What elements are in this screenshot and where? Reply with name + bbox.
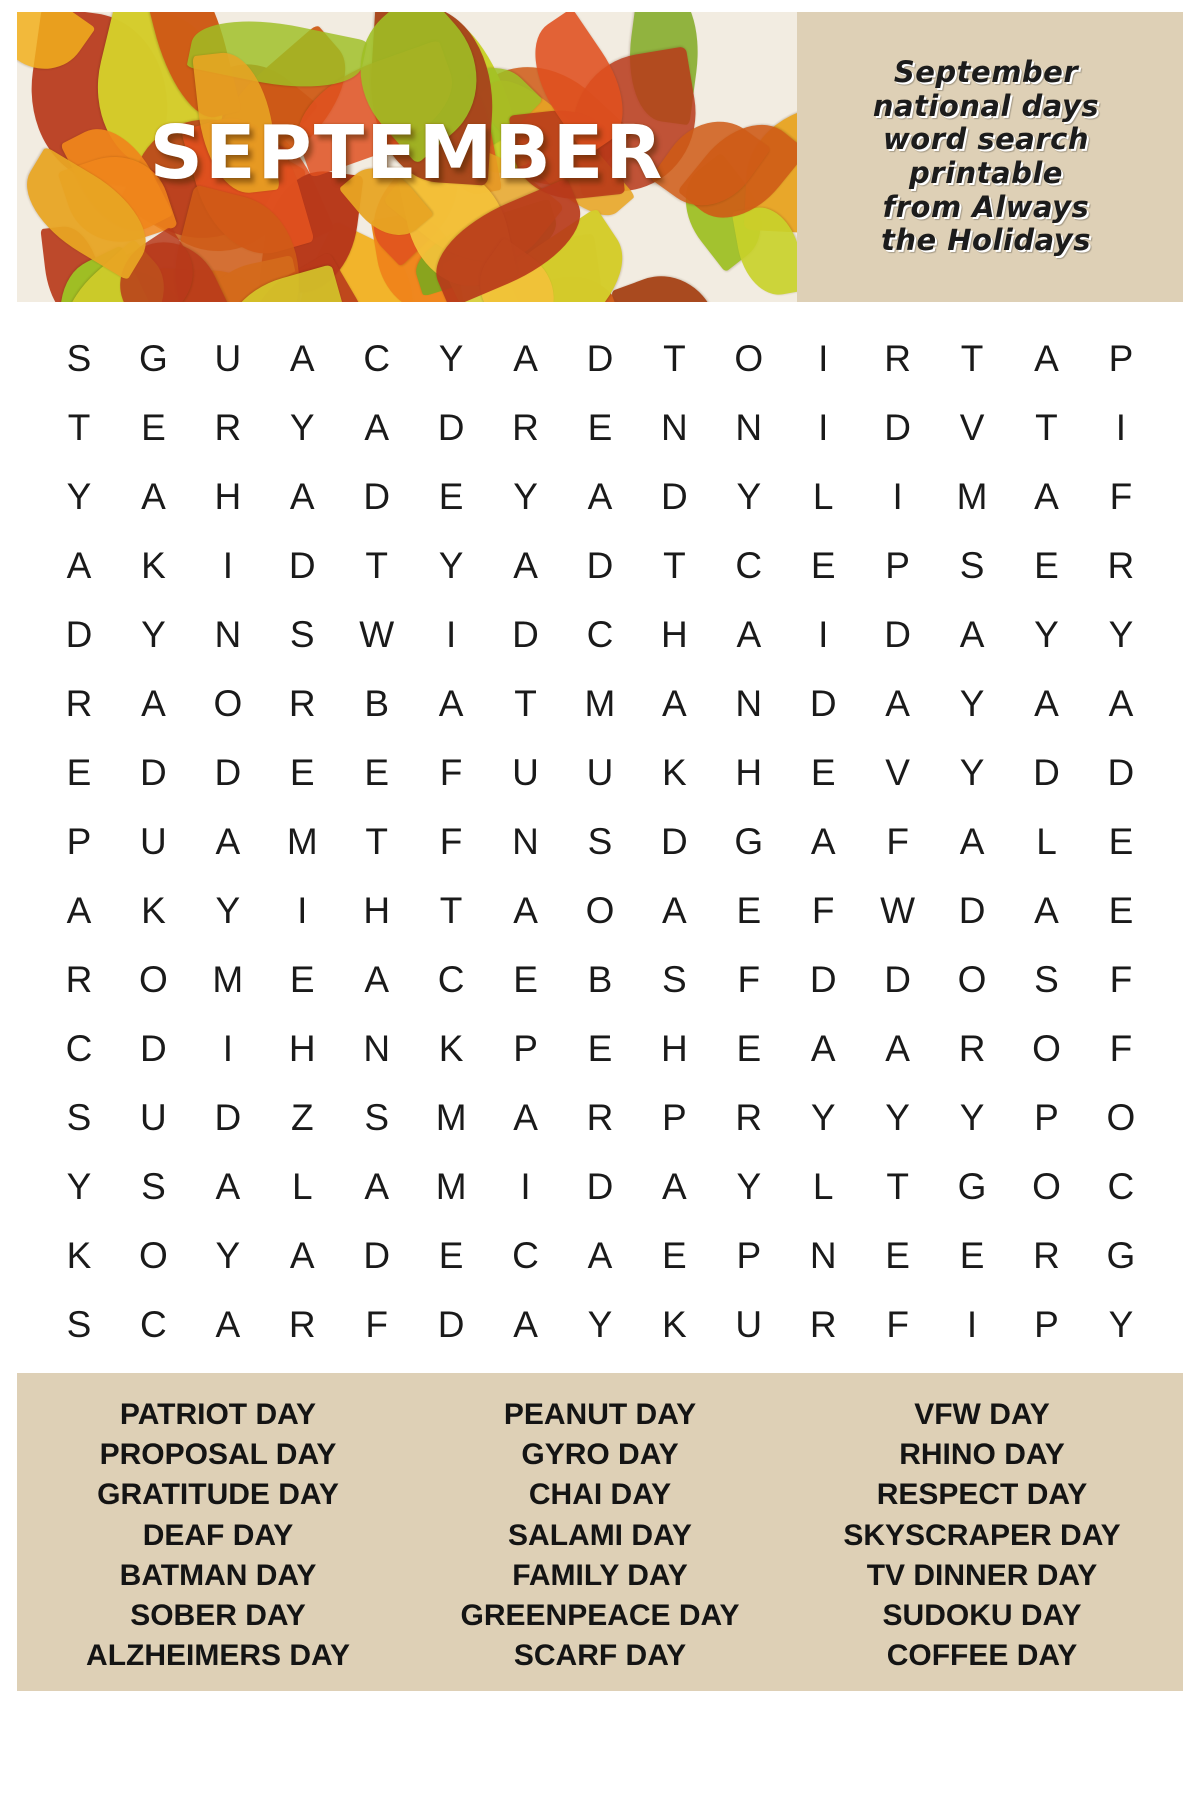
letter-cell[interactable]: U: [140, 1097, 167, 1138]
letter-cell[interactable]: D: [363, 1235, 391, 1276]
letter-cell[interactable]: P: [66, 821, 92, 862]
letter-cell[interactable]: C: [586, 614, 614, 655]
letter-cell[interactable]: R: [586, 1097, 614, 1138]
letter-cell[interactable]: F: [811, 890, 835, 931]
letter-cell[interactable]: T: [960, 338, 984, 379]
letter-cell[interactable]: E: [141, 407, 166, 448]
letter-cell[interactable]: D: [884, 959, 911, 1000]
letter-cell[interactable]: E: [289, 959, 315, 1000]
letter-cell[interactable]: D: [586, 545, 614, 586]
letter-cell[interactable]: D: [884, 614, 911, 655]
letter-cell[interactable]: M: [212, 959, 244, 1000]
letter-cell[interactable]: I: [818, 338, 829, 379]
letter-cell[interactable]: O: [585, 890, 615, 931]
letter-cell[interactable]: P: [885, 545, 910, 586]
letter-cell[interactable]: E: [885, 1235, 910, 1276]
letter-cell[interactable]: H: [214, 476, 242, 517]
letter-cell[interactable]: N: [512, 821, 539, 862]
letter-cell[interactable]: A: [141, 683, 166, 724]
letter-cell[interactable]: G: [957, 1166, 987, 1207]
letter-cell[interactable]: T: [1035, 407, 1058, 448]
letter-cell[interactable]: S: [66, 1304, 92, 1345]
letter-cell[interactable]: M: [584, 683, 616, 724]
letter-cell[interactable]: E: [1034, 545, 1059, 586]
letter-cell[interactable]: O: [957, 959, 987, 1000]
letter-cell[interactable]: E: [438, 476, 464, 517]
letter-cell[interactable]: H: [735, 752, 763, 793]
letter-cell[interactable]: Y: [885, 1097, 910, 1138]
letter-cell[interactable]: R: [735, 1097, 763, 1138]
letter-grid: [45, 324, 1155, 1359]
word-list-item[interactable]: CHAI DAY: [528, 1478, 672, 1512]
letter-cell[interactable]: U: [512, 752, 539, 793]
word-list-item[interactable]: RHINO DAY: [899, 1438, 1065, 1472]
letter-cell[interactable]: E: [1108, 890, 1134, 931]
letter-cell[interactable]: D: [363, 476, 391, 517]
header-caption-text: [873, 56, 1099, 258]
letter-cell[interactable]: F: [1109, 959, 1133, 1000]
letter-cell[interactable]: A: [513, 545, 538, 586]
letter-grid-row: [45, 738, 1155, 807]
letter-grid-row: [45, 1014, 1155, 1083]
letter-cell[interactable]: A: [141, 476, 166, 517]
letter-cell[interactable]: A: [364, 959, 390, 1000]
letter-grid-row: [45, 600, 1155, 669]
letter-grid-row: [45, 1221, 1155, 1290]
letter-cell[interactable]: Y: [513, 476, 538, 517]
letter-cell[interactable]: S: [66, 1097, 92, 1138]
letter-cell[interactable]: D: [586, 338, 614, 379]
word-list-item[interactable]: PEANUT DAY: [503, 1398, 697, 1431]
letter-cell[interactable]: A: [662, 1166, 687, 1207]
letter-cell[interactable]: R: [1033, 1235, 1060, 1276]
letter-grid-row: [45, 462, 1155, 531]
letter-cell[interactable]: D: [512, 614, 539, 655]
letter-cell[interactable]: W: [359, 614, 395, 655]
letter-cell[interactable]: S: [141, 1166, 166, 1207]
letter-cell[interactable]: E: [66, 752, 92, 793]
letter-cell[interactable]: Y: [1034, 614, 1059, 655]
letter-cell[interactable]: Y: [66, 476, 92, 517]
letter-cell[interactable]: Y: [438, 545, 464, 586]
letter-cell[interactable]: A: [66, 890, 92, 931]
letter-cell[interactable]: P: [662, 1097, 687, 1138]
letter-cell[interactable]: F: [1109, 1028, 1133, 1069]
word-list: [17, 1373, 1183, 1691]
letter-cell[interactable]: A: [959, 821, 985, 862]
letter-cell[interactable]: D: [586, 1166, 614, 1207]
letter-cell[interactable]: Y: [438, 338, 464, 379]
letter-cell[interactable]: D: [884, 407, 911, 448]
letter-cell[interactable]: K: [141, 890, 166, 931]
leaf-icon: [611, 261, 728, 302]
letter-cell[interactable]: D: [809, 959, 837, 1000]
letter-cell[interactable]: I: [1115, 407, 1127, 448]
letter-cell[interactable]: T: [439, 890, 463, 931]
letter-cell[interactable]: V: [959, 407, 985, 448]
letter-cell[interactable]: R: [884, 338, 911, 379]
letter-cell[interactable]: D: [1107, 752, 1135, 793]
letter-cell[interactable]: D: [140, 1028, 167, 1069]
letter-cell[interactable]: Y: [959, 752, 985, 793]
word-list-column: [791, 1395, 1173, 1676]
letter-cell[interactable]: N: [735, 407, 763, 448]
caption-line-6: the Holidays: [881, 223, 1091, 258]
letter-cell[interactable]: A: [959, 614, 985, 655]
letter-cell[interactable]: U: [140, 821, 167, 862]
letter-cell[interactable]: M: [286, 821, 318, 862]
letter-cell[interactable]: A: [289, 476, 315, 517]
letter-cell[interactable]: Y: [810, 1097, 836, 1138]
letter-cell[interactable]: Z: [290, 1097, 314, 1138]
letter-cell[interactable]: E: [959, 1235, 985, 1276]
letter-cell[interactable]: S: [66, 338, 92, 379]
letter-cell[interactable]: M: [956, 476, 988, 517]
word-list-item[interactable]: DEAF DAY: [142, 1518, 294, 1552]
letter-grid-row: [45, 531, 1155, 600]
letter-cell[interactable]: R: [214, 407, 242, 448]
page-header: [17, 12, 1183, 302]
letter-cell[interactable]: P: [1108, 338, 1134, 379]
letter-cell[interactable]: B: [587, 959, 613, 1000]
letter-cell[interactable]: T: [663, 545, 686, 586]
letter-cell[interactable]: Y: [736, 1166, 762, 1207]
letter-cell[interactable]: C: [512, 1235, 539, 1276]
letter-cell[interactable]: K: [438, 1028, 464, 1069]
letter-cell[interactable]: S: [1034, 959, 1059, 1000]
letter-cell[interactable]: A: [215, 821, 241, 862]
letter-cell[interactable]: A: [513, 338, 538, 379]
word-list-item[interactable]: TV DINNER DAY: [866, 1558, 1098, 1592]
letter-cell[interactable]: A: [364, 1166, 390, 1207]
letter-grid-row: [45, 876, 1155, 945]
letter-cell[interactable]: M: [435, 1166, 467, 1207]
letter-grid-row: [45, 669, 1155, 738]
letter-cell[interactable]: C: [437, 959, 465, 1000]
letter-cell[interactable]: Y: [215, 890, 241, 931]
letter-cell[interactable]: Y: [215, 1235, 241, 1276]
letter-cell[interactable]: K: [662, 752, 687, 793]
letter-cell[interactable]: E: [364, 752, 390, 793]
letter-cell[interactable]: N: [735, 683, 763, 724]
letter-cell[interactable]: L: [812, 476, 834, 517]
word-list-item[interactable]: FAMILY DAY: [512, 1558, 688, 1592]
letter-cell[interactable]: C: [735, 545, 763, 586]
word-list-item[interactable]: PATRIOT DAY: [119, 1398, 317, 1431]
caption-line-1: September: [893, 55, 1079, 90]
letter-cell[interactable]: N: [809, 1235, 837, 1276]
letter-cell[interactable]: A: [513, 1304, 538, 1345]
letter-cell[interactable]: E: [1108, 821, 1134, 862]
letter-cell[interactable]: A: [810, 821, 836, 862]
letter-cell[interactable]: D: [661, 476, 688, 517]
letter-cell[interactable]: H: [288, 1028, 316, 1069]
letter-cell[interactable]: K: [141, 545, 166, 586]
letter-cell[interactable]: A: [438, 683, 464, 724]
letter-cell[interactable]: I: [818, 407, 829, 448]
letter-cell[interactable]: L: [291, 1166, 313, 1207]
word-list-item[interactable]: GYRO DAY: [521, 1438, 679, 1472]
letter-grid-row: [45, 1290, 1155, 1359]
word-list-item[interactable]: COFFEE DAY: [886, 1639, 1078, 1673]
letter-grid-row: [45, 1152, 1155, 1221]
word-list-item[interactable]: SCARF DAY: [513, 1639, 687, 1673]
letter-cell[interactable]: Y: [959, 1097, 985, 1138]
letter-cell[interactable]: I: [222, 545, 233, 586]
word-list-column: [27, 1395, 409, 1676]
letter-cell[interactable]: F: [737, 959, 761, 1000]
letter-cell[interactable]: R: [65, 683, 93, 724]
letter-cell[interactable]: I: [520, 1166, 531, 1207]
letter-cell[interactable]: P: [1034, 1097, 1059, 1138]
letter-cell[interactable]: H: [661, 614, 688, 655]
letter-cell[interactable]: G: [734, 821, 764, 862]
letter-cell[interactable]: Y: [1108, 1304, 1134, 1345]
letter-grid-area: [17, 302, 1183, 1373]
letter-cell[interactable]: C: [65, 1028, 93, 1069]
letter-cell[interactable]: P: [736, 1235, 762, 1276]
letter-cell[interactable]: I: [818, 614, 829, 655]
letter-cell[interactable]: E: [587, 407, 613, 448]
letter-cell[interactable]: Y: [289, 407, 315, 448]
letter-cell[interactable]: I: [222, 1028, 233, 1069]
letter-cell[interactable]: Y: [587, 1304, 613, 1345]
letter-grid-row: [45, 807, 1155, 876]
letter-cell[interactable]: A: [885, 683, 910, 724]
letter-cell[interactable]: A: [215, 1166, 241, 1207]
word-list-item[interactable]: GRATITUDE DAY: [97, 1478, 339, 1512]
letter-cell[interactable]: U: [735, 1304, 763, 1345]
letter-cell[interactable]: D: [437, 1304, 465, 1345]
letter-cell[interactable]: S: [587, 821, 613, 862]
word-list-item[interactable]: GREENPEACE DAY: [460, 1598, 740, 1632]
letter-cell[interactable]: T: [514, 683, 537, 724]
letter-cell[interactable]: A: [289, 338, 315, 379]
letter-cell[interactable]: E: [736, 1028, 762, 1069]
letter-cell[interactable]: D: [65, 614, 93, 655]
letter-cell[interactable]: E: [513, 959, 538, 1000]
letter-cell[interactable]: O: [139, 1235, 168, 1276]
letter-cell[interactable]: E: [810, 752, 836, 793]
word-list-item[interactable]: VFW DAY: [914, 1398, 1050, 1431]
letter-cell[interactable]: U: [214, 338, 242, 379]
word-list-item[interactable]: SALAMI DAY: [508, 1518, 692, 1552]
letter-grid-row: [45, 324, 1155, 393]
letter-cell[interactable]: K: [662, 1304, 687, 1345]
letter-cell[interactable]: T: [886, 1166, 909, 1207]
letter-cell[interactable]: A: [810, 1028, 836, 1069]
letter-cell[interactable]: A: [885, 1028, 910, 1069]
letter-grid-row: [45, 1083, 1155, 1152]
letter-cell[interactable]: A: [513, 890, 538, 931]
letter-cell[interactable]: A: [364, 407, 390, 448]
letter-cell[interactable]: M: [435, 1097, 467, 1138]
letter-cell[interactable]: A: [662, 683, 687, 724]
letter-cell[interactable]: H: [363, 890, 391, 931]
word-list-item[interactable]: SKYSCRAPER DAY: [843, 1518, 1121, 1552]
letter-cell[interactable]: Y: [141, 614, 166, 655]
letter-cell[interactable]: D: [437, 407, 465, 448]
letter-cell[interactable]: G: [139, 338, 168, 379]
letter-cell[interactable]: D: [214, 752, 242, 793]
banner-title: SEPTEMBER: [149, 110, 665, 196]
letter-cell[interactable]: A: [1034, 338, 1059, 379]
word-list-item[interactable]: RESPECT DAY: [876, 1478, 1088, 1512]
letter-cell[interactable]: O: [139, 959, 168, 1000]
letter-cell[interactable]: D: [809, 683, 837, 724]
letter-cell[interactable]: D: [661, 821, 688, 862]
letter-cell[interactable]: K: [66, 1235, 92, 1276]
letter-cell[interactable]: F: [439, 752, 463, 793]
word-list-item[interactable]: ALZHEIMERS DAY: [86, 1639, 350, 1673]
letter-cell[interactable]: F: [1109, 476, 1133, 517]
header-caption: [797, 12, 1183, 302]
letter-grid-row: [45, 945, 1155, 1014]
letter-cell[interactable]: A: [1034, 890, 1059, 931]
letter-cell[interactable]: N: [363, 1028, 391, 1069]
letter-cell[interactable]: D: [958, 890, 986, 931]
letter-cell[interactable]: R: [288, 1304, 316, 1345]
letter-cell[interactable]: Y: [959, 683, 985, 724]
letter-cell[interactable]: A: [215, 1304, 241, 1345]
letter-cell[interactable]: E: [289, 752, 315, 793]
letter-cell[interactable]: R: [1107, 545, 1135, 586]
letter-cell[interactable]: I: [297, 890, 308, 931]
letter-cell[interactable]: O: [213, 683, 243, 724]
letter-cell[interactable]: N: [661, 407, 688, 448]
letter-cell[interactable]: E: [587, 1028, 613, 1069]
letter-cell[interactable]: D: [288, 545, 316, 586]
letter-cell[interactable]: O: [1106, 1097, 1136, 1138]
letter-cell[interactable]: E: [736, 890, 762, 931]
letter-cell[interactable]: R: [65, 959, 93, 1000]
letter-cell[interactable]: A: [1034, 476, 1059, 517]
letter-cell[interactable]: O: [1032, 1166, 1061, 1207]
letter-cell[interactable]: D: [140, 752, 167, 793]
letter-cell[interactable]: F: [886, 821, 909, 862]
letter-cell[interactable]: R: [288, 683, 316, 724]
letter-grid-row: [45, 393, 1155, 462]
letter-cell[interactable]: R: [809, 1304, 837, 1345]
letter-cell[interactable]: T: [365, 545, 388, 586]
letter-cell[interactable]: T: [663, 338, 686, 379]
letter-cell[interactable]: F: [365, 1304, 388, 1345]
letter-cell[interactable]: A: [66, 545, 92, 586]
letter-cell[interactable]: B: [364, 683, 390, 724]
letter-cell[interactable]: O: [734, 338, 764, 379]
letter-cell[interactable]: A: [587, 1235, 613, 1276]
september-banner: [17, 12, 797, 302]
letter-cell[interactable]: A: [1108, 683, 1134, 724]
caption-line-2: national days: [872, 88, 1100, 123]
letter-cell[interactable]: Y: [736, 476, 762, 517]
letter-cell[interactable]: U: [586, 752, 614, 793]
caption-line-3: word search: [882, 122, 1089, 157]
letter-cell[interactable]: F: [886, 1304, 909, 1345]
letter-cell[interactable]: D: [1033, 752, 1060, 793]
letter-cell[interactable]: A: [736, 614, 762, 655]
letter-cell[interactable]: P: [1034, 1304, 1059, 1345]
letter-cell[interactable]: A: [1034, 683, 1059, 724]
letter-cell[interactable]: C: [1107, 1166, 1135, 1207]
letter-cell[interactable]: P: [513, 1028, 538, 1069]
word-list-item[interactable]: BATMAN DAY: [119, 1558, 317, 1592]
letter-cell[interactable]: E: [662, 1235, 687, 1276]
letter-cell[interactable]: Y: [1108, 614, 1134, 655]
letter-cell[interactable]: H: [661, 1028, 688, 1069]
letter-cell[interactable]: A: [289, 1235, 315, 1276]
letter-cell[interactable]: A: [513, 1097, 538, 1138]
letter-cell[interactable]: D: [214, 1097, 242, 1138]
letter-cell[interactable]: C: [363, 338, 391, 379]
caption-line-5: from Always: [882, 189, 1090, 224]
word-list-item[interactable]: SOBER DAY: [130, 1598, 306, 1632]
letter-cell[interactable]: N: [214, 614, 242, 655]
letter-cell[interactable]: S: [289, 614, 315, 655]
letter-cell[interactable]: O: [1032, 1028, 1061, 1069]
word-list-item[interactable]: PROPOSAL DAY: [99, 1438, 337, 1472]
letter-cell[interactable]: V: [885, 752, 910, 793]
letter-cell[interactable]: R: [512, 407, 539, 448]
letter-cell[interactable]: S: [959, 545, 985, 586]
letter-cell[interactable]: R: [958, 1028, 986, 1069]
letter-cell[interactable]: T: [67, 407, 91, 448]
caption-line-4: printable: [909, 156, 1063, 190]
letter-cell[interactable]: E: [810, 545, 836, 586]
letter-cell[interactable]: Y: [66, 1166, 92, 1207]
letter-cell[interactable]: T: [365, 821, 388, 862]
letter-cell[interactable]: I: [966, 1304, 978, 1345]
letter-cell[interactable]: L: [1036, 821, 1057, 862]
letter-cell[interactable]: C: [140, 1304, 167, 1345]
letter-cell[interactable]: G: [1106, 1235, 1136, 1276]
letter-cell[interactable]: E: [438, 1235, 464, 1276]
letter-cell[interactable]: L: [812, 1166, 834, 1207]
letter-cell[interactable]: A: [587, 476, 613, 517]
letter-cell[interactable]: F: [439, 821, 463, 862]
word-list-item[interactable]: SUDOKU DAY: [882, 1598, 1082, 1632]
word-list-column: [409, 1395, 791, 1676]
letter-cell[interactable]: S: [662, 959, 687, 1000]
letter-cell[interactable]: A: [662, 890, 687, 931]
printable-sheet: [17, 12, 1183, 1778]
letter-cell[interactable]: I: [445, 614, 457, 655]
letter-cell[interactable]: I: [892, 476, 903, 517]
letter-cell[interactable]: W: [880, 890, 916, 931]
letter-cell[interactable]: S: [364, 1097, 390, 1138]
